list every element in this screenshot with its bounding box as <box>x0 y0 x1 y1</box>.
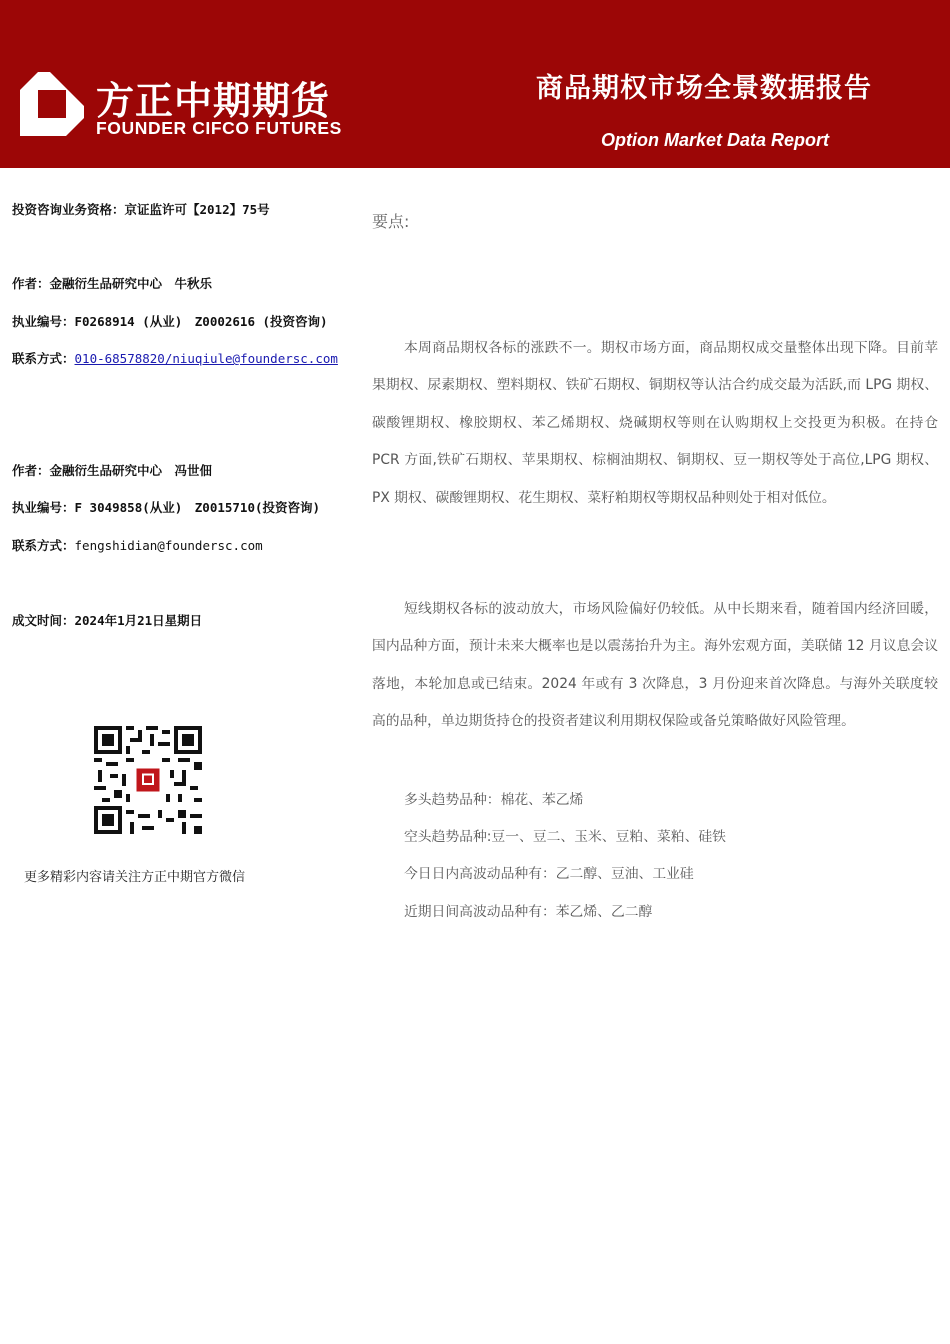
contact-line <box>12 536 263 554</box>
summary-paragraph: 本周商品期权各标的涨跌不一。期权市场方面，商品期权成交量整体出现下降。目前苹果期权、尿素期权、塑料期权、铁矿石期权、铜期权等认沽合约成交最为活跃,而 LPG 期权、碳酸锂期权、橡胶期权、苯乙烯期权、烧碱期权等则在认购期权上交投更为积极。在持仓 PCR 方面,铁矿石期权、苹果期权、棕榈油期权、铜期权、豆一期权等处于高位,LPG 期权、PX 期权、碳酸锂期权、花生期权、菜籽粕期权等期权品种则处于相对低位。 <box>372 340 938 506</box>
report-title: 商品期权市场全景数据报告 <box>536 73 872 104</box>
contact-label: 联系方式： <box>12 351 75 366</box>
brand-name-cn: 方正中期期货 <box>96 79 331 123</box>
interday-volatility-line: 近期日间高波动品种有：苯乙烯、乙二醇 <box>404 904 653 920</box>
report-subtitle: Option Market Data Report <box>601 130 830 150</box>
author-line: 作者：金融衍生品研究中心 冯世佃 <box>12 463 213 478</box>
author-line: 作者：金融衍生品研究中心 牛秋乐 <box>12 276 213 291</box>
brand-name-en: FOUNDER CIFCO FUTURES <box>96 118 342 138</box>
license-line: 投资咨询业务资格：京证监许可【2012】75号 <box>12 202 270 217</box>
intraday-volatility-line: 今日日内高波动品种有：乙二醇、豆油、工业硅 <box>404 866 694 882</box>
contact-label: 联系方式： <box>12 538 75 553</box>
bullish-trend-line: 多头趋势品种：棉花、苯乙烯 <box>404 792 584 808</box>
bearish-trend-line: 空头趋势品种:豆一、豆二、玉米、豆粕、菜粕、硅铁 <box>404 829 726 845</box>
header-banner <box>0 0 950 168</box>
report-date: 成文时间：2024年1月21日星期日 <box>12 613 203 628</box>
cert-line: 执业编号：F0268914 (从业) Z0002616 (投资咨询) <box>12 314 328 329</box>
contact-line <box>12 349 338 367</box>
wechat-qr-code-icon[interactable] <box>94 726 202 834</box>
founder-logo-icon <box>20 72 84 136</box>
key-points-heading: 要点: <box>372 212 410 231</box>
contact-email: fengshidian@foundersc.com <box>74 538 263 553</box>
cert-line: 执业编号：F 3049858(从业) Z0015710(投资咨询) <box>12 500 321 515</box>
contact-link[interactable]: 010-68578820/niuqiule@foundersc.com <box>74 351 338 366</box>
qr-caption: 更多精彩内容请关注方正中期官方微信 <box>24 870 246 885</box>
summary-paragraph: 短线期权各标的波动放大，市场风险偏好仍较低。从中长期来看，随着国内经济回暖，国内品种方面，预计未来大概率也是以震荡抬升为主。海外宏观方面，美联储 12 月议息会议落地，本轮加息或已结束。2024 年或有 3 次降息，3 月份迎来首次降息。与海外关联度较高的品种，单边期货持仓的投资者建议利用期权保险或备兑策略做好风险管理。 <box>372 601 938 730</box>
